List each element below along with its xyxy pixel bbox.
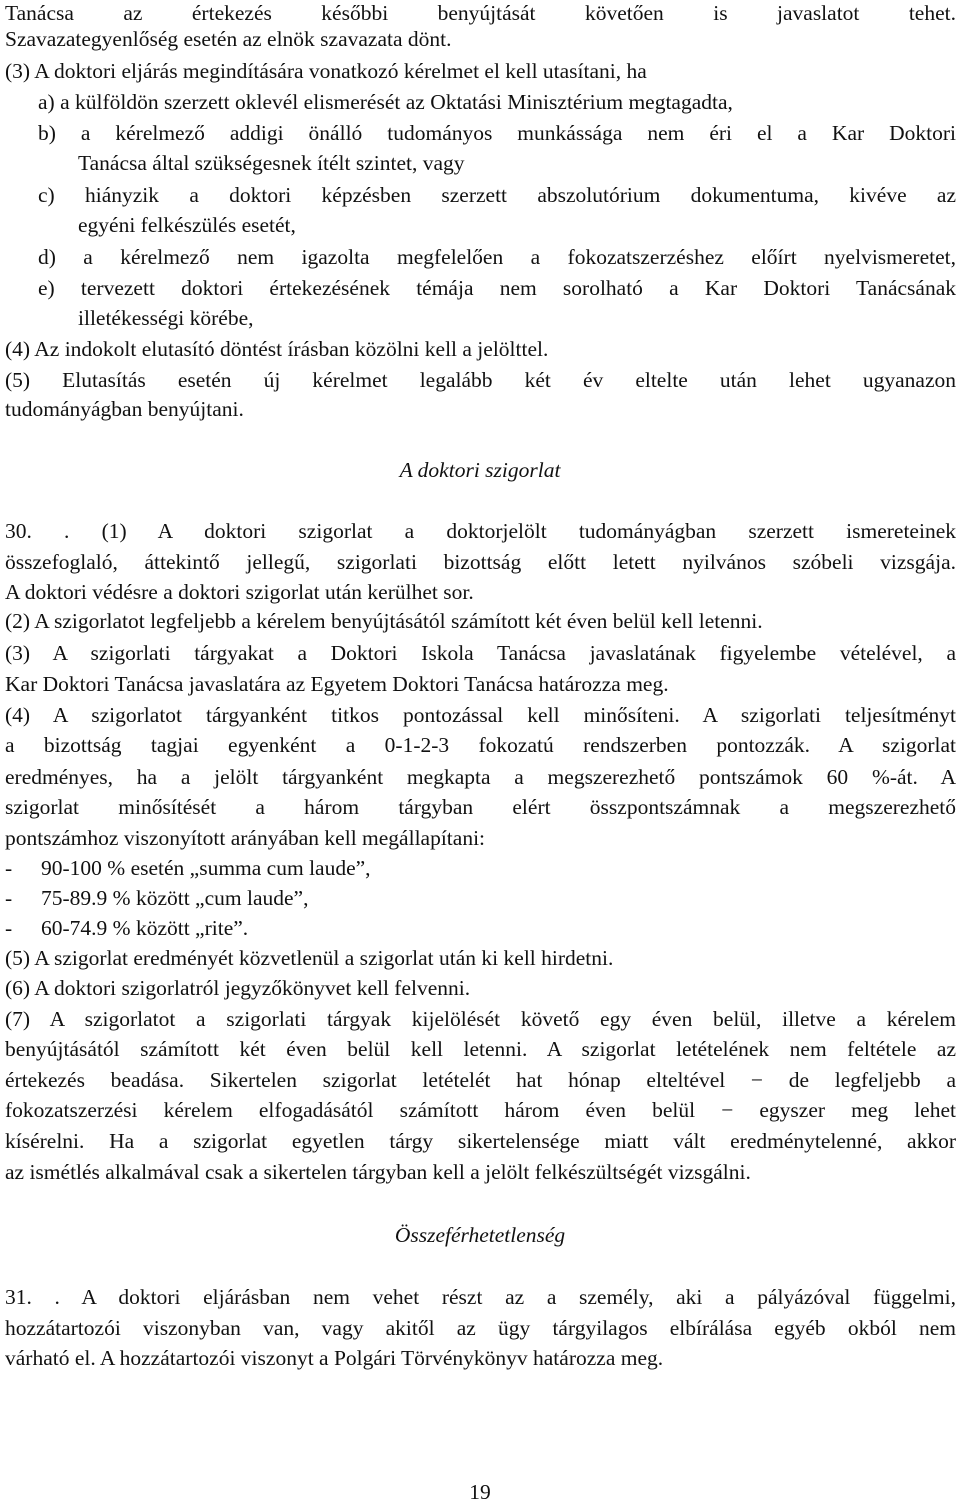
list-item: c) hiányzik a doktori képzésben szerzett abszolutórium dokumentuma, kivéve az (38, 183, 956, 207)
text-line: a bizottság tagjai egyenként a 0-1-2-3 fokozatú rendszerben pontozzák. A szigorlat (5, 733, 956, 757)
page-number: 19 (469, 1480, 491, 1504)
dash-bullet: - (5, 856, 13, 880)
dash-bullet: - (5, 886, 13, 910)
section-heading: Összeférhetetlenség (394, 1223, 566, 1247)
text-line: tudományágban benyújtani. (5, 397, 244, 421)
text-line: fokozatszerzési kérelem elfogadásától számított három éven belül − egyszer meg lehet (5, 1098, 956, 1122)
list-item (5, 915, 248, 942)
text-line: A doktori védésre a doktori szigorlat után kerülhet sor. (5, 580, 474, 604)
list-item (5, 885, 308, 912)
text-line: (4) A szigorlatot tárgyanként titkos pontozással kell minősíteni. A szigorlati teljesítményt (5, 703, 956, 727)
text-line: benyújtásától számított két éven belül kell letenni. A szigorlat letételének nem feltétele az (5, 1037, 956, 1061)
text-line: (7) A szigorlatot a szigorlati tárgyak kijelölését követő egy éven belül, illetve a kérelem (5, 1007, 956, 1031)
text-line: Kar Doktori Tanácsa javaslatára az Egyetem Doktori Tanácsa határozza meg. (5, 672, 669, 696)
text-line: (6) A doktori szigorlatról jegyzőkönyvet kell felvenni. (5, 976, 471, 1000)
list-item: e) tervezett doktori értekezésének témája nem sorolható a Kar Doktori Tanácsának (38, 276, 956, 300)
dash-bullet: - (5, 916, 13, 940)
text-line: összefoglaló, áttekintő jellegű, szigorlati bizottság előtt letett nyilvános szóbeli vizsgája. (5, 550, 956, 574)
text-line: (3) A szigorlati tárgyakat a Doktori Iskola Tanácsa javaslatának figyelembe vételével, a (5, 641, 956, 665)
text-line: (2) A szigorlatot legfeljebb a kérelem benyújtásától számított két éven belül kell letenni. (5, 609, 763, 633)
text-line: (5) A szigorlat eredményét közvetlenül a szigorlat után ki kell hirdetni. (5, 946, 614, 970)
text-line: kísérelni. Ha a szigorlat egyetlen tárgy sikertelensége miatt vált eredménytelenné, akkor (5, 1129, 956, 1153)
list-item-label: 75-89.9 % között „cum laude”, (41, 886, 309, 910)
text-line: eredményes, ha a jelölt tárgyanként megkapta a megszerezhető pontszámok 60 %-át. A (5, 765, 956, 789)
list-item: b) a kérelmező addigi önálló tudományos munkássága nem éri el a Kar Doktori (38, 121, 956, 145)
list-item (5, 855, 371, 882)
text-line: várható el. A hozzátartozói viszonyt a Polgári Törvénykönyv határozza meg. (5, 1346, 664, 1370)
text-line: (3) A doktori eljárás megindítására vonatkozó kérelmet el kell utasítani, ha (5, 59, 647, 83)
list-item-continuation: egyéni felkészülés esetét, (78, 213, 296, 237)
list-item-continuation: Tanácsa által szükségesnek ítélt szintet, vagy (78, 151, 465, 175)
text-line: 31. . A doktori eljárásban nem vehet részt az a személy, aki a pályázóval függelmi, (5, 1285, 956, 1309)
text-line: az ismétlés alkalmával csak a sikertelen tárgyban kell a jelölt felkészültségét vizsgálni. (5, 1160, 751, 1184)
text-line: (5) Elutasítás esetén új kérelmet legalább két év eltelte után lehet ugyanazon (5, 368, 956, 392)
text-line: Tanácsa az értekezés későbbi benyújtását követően is javaslatot tehet. (5, 1, 956, 25)
text-line: hozzátartozói viszonyban van, vagy akitől az ügy tárgyilagos elbírálása egyéb okból nem (5, 1316, 956, 1340)
list-item-label: 90-100 % esetén „summa cum laude”, (41, 856, 371, 880)
text-line: Szavazategyenlőség esetén az elnök szavazata dönt. (5, 27, 452, 51)
text-line: szigorlat minősítését a három tárgyban elért összpontszámnak a megszerezhető (5, 795, 956, 819)
text-line: 30. . (1) A doktori szigorlat a doktorjelölt tudományágban szerzett ismereteinek (5, 519, 956, 543)
text-line: pontszámhoz viszonyított arányában kell megállapítani: (5, 826, 486, 850)
section-heading: A doktori szigorlat (399, 458, 561, 482)
text-line: (4) Az indokolt elutasító döntést írásban közölni kell a jelölttel. (5, 337, 549, 361)
text-line: értekezés beadása. Sikertelen szigorlat letételét hat hónap elteltével − de legfeljebb a (5, 1068, 956, 1092)
list-item: a) a külföldön szerzett oklevél elismerését az Oktatási Minisztérium megtagadta, (38, 90, 733, 114)
list-item-continuation: illetékességi körébe, (78, 306, 254, 330)
list-item: d) a kérelmező nem igazolta megfelelően a fokozatszerzéshez előírt nyelvismeretet, (38, 245, 956, 269)
list-item-label: 60-74.9 % között „rite”. (41, 916, 249, 940)
